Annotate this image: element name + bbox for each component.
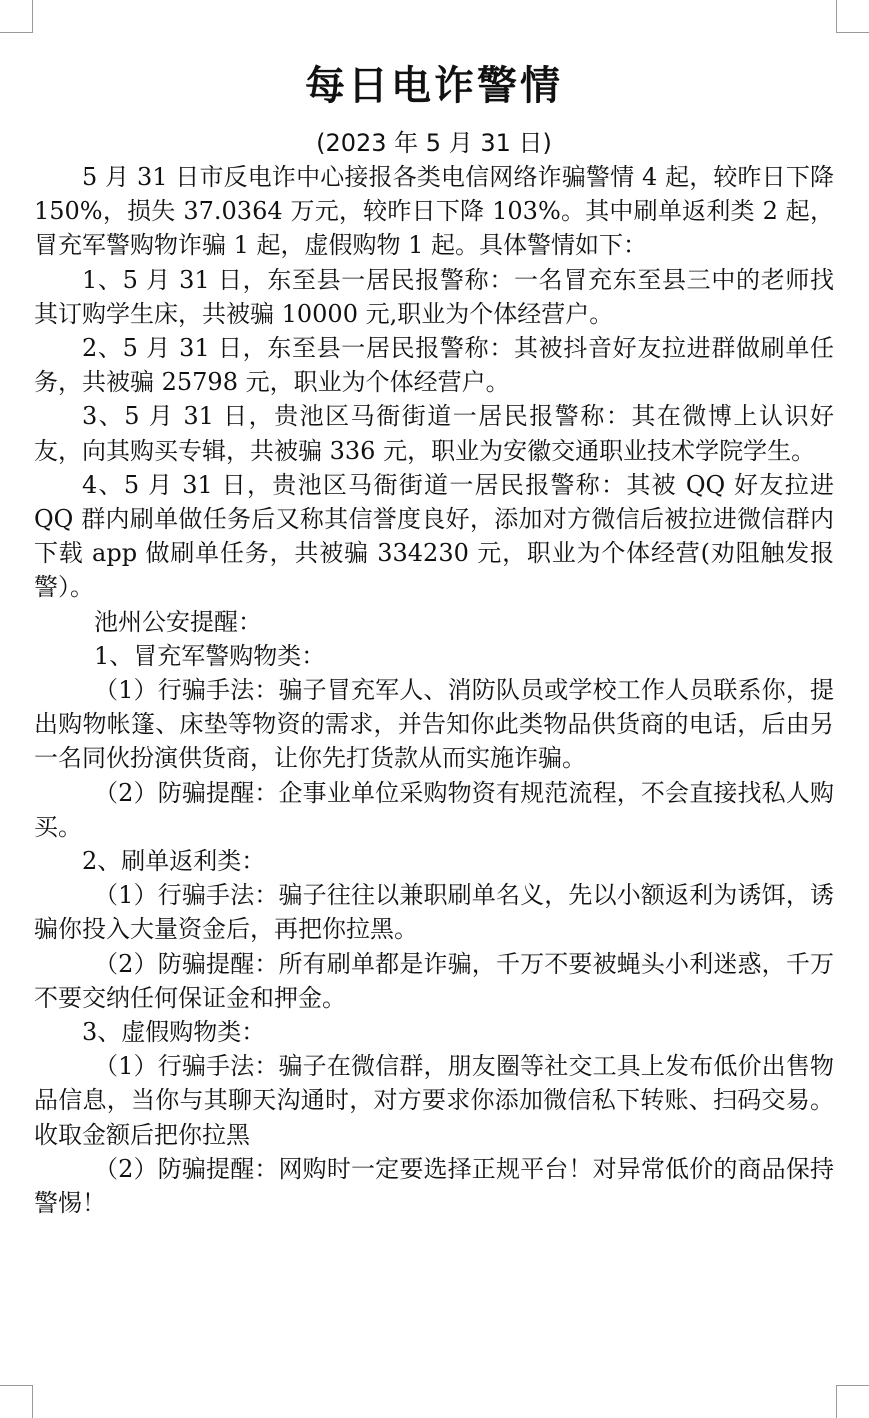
crop-mark-top-right xyxy=(836,0,869,33)
document-body xyxy=(34,58,842,1220)
case-item-3: 3、5 月 31 日，贵池区马衙街道一居民报警称：其在微博上认识好友，向其购买专辑，共被骗 336 元，职业为安徽交通职业技术学院学生。 xyxy=(34,402,834,465)
page-title: 每日电诈警情 xyxy=(305,63,563,109)
section-1-method: （1）行骗手法：骗子冒充军人、消防队员或学校工作人员联系你，提出购物帐篷、床垫等物资的需求，并告知你此类物品供货商的电话，后由另一名同伙扮演供货商，让你先打货款从而实施诈骗。 xyxy=(34,676,834,773)
crop-mark-bottom-left xyxy=(0,1385,33,1418)
case-item-4: 4、5 月 31 日，贵池区马衙街道一居民报警称：其被 QQ 好友拉进 QQ 群内刷单做任务后又称其信誉度良好，添加对方微信后被拉进微信群内下载 app 做刷单任务，共被骗 334230 元，职业为个体经营(劝阻触发报警）。 xyxy=(34,470,842,602)
reminder-heading: 池州公安提醒： xyxy=(94,607,262,636)
section-2-heading: 2、刷单返利类： xyxy=(82,847,266,876)
crop-mark-bottom-right xyxy=(836,1385,869,1418)
section-2-tip: （2）防骗提醒：所有刷单都是诈骗，千万不要被蝇头小利迷惑，千万不要交纳任何保证金和押金。 xyxy=(34,949,834,1012)
case-item-2: 2、5 月 31 日，东至县一居民报警称：其被抖音好友拉进群做刷单任务，共被骗 25798 元，职业为个体经营户。 xyxy=(34,334,834,397)
section-1-tip: （2）防骗提醒：企事业单位采购物资有规范流程，不会直接找私人购买。 xyxy=(34,778,834,841)
case-item-1: 1、5 月 31 日，东至县一居民报警称：一名冒充东至县三中的老师找其订购学生床，共被骗 10000 元,职业为个体经营户。 xyxy=(34,265,834,328)
section-3-tip: （2）防骗提醒：网购时一定要选择正规平台！对异常低价的商品保持警惕！ xyxy=(34,1154,834,1218)
report-date: (2023 年 5 月 31 日) xyxy=(316,129,552,157)
section-3-heading: 3、虚假购物类： xyxy=(82,1018,266,1047)
section-3-method: （1）行骗手法：骗子在微信群，朋友圈等社交工具上发布低价出售物品信息，当你与其聊天沟通时，对方要求你添加微信私下转账、扫码交易。收取金额后把你拉黑 xyxy=(34,1052,834,1149)
summary-paragraph: 5 月 31 日市反电诈中心接报各类电信网络诈骗警情 4 起，较昨日下降 150%，损失 37.0364 万元，较昨日下降 103%。其中刷单返利类 2 起，冒充军警购物诈骗 1 起，虚假购物 1 起。具体警情如下： xyxy=(34,163,842,260)
crop-mark-top-left xyxy=(0,0,33,33)
section-1-heading: 1、冒充军警购物类： xyxy=(94,641,326,670)
section-2-method: （1）行骗手法：骗子往往以兼职刷单名义，先以小额返利为诱饵，诱骗你投入大量资金后，再把你拉黑。 xyxy=(34,881,834,944)
